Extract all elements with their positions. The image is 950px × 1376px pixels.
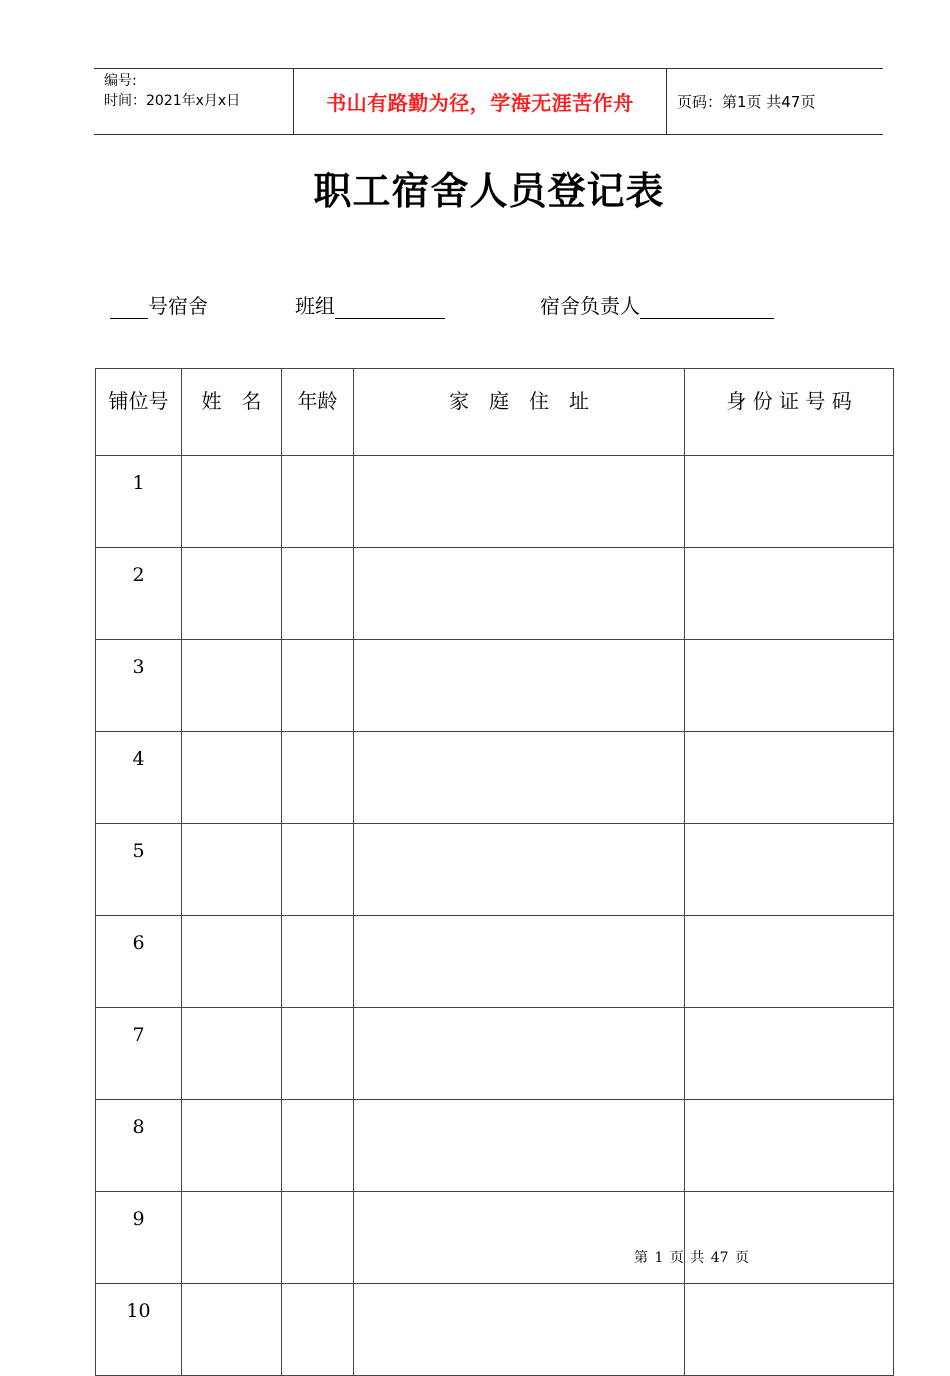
id-number-cell[interactable] <box>685 456 894 548</box>
id-number-cell[interactable] <box>685 1008 894 1100</box>
manager-blank[interactable] <box>640 294 774 319</box>
address-cell[interactable] <box>354 1100 685 1192</box>
room-label: 号宿舍 <box>148 294 208 318</box>
age-cell[interactable] <box>282 732 354 824</box>
header-page-info: 页码：第1页 共47页 <box>677 93 816 111</box>
manager-label: 宿舍负责人 <box>540 294 640 318</box>
age-cell[interactable] <box>282 1192 354 1284</box>
id-number-cell[interactable] <box>685 1284 894 1376</box>
name-cell[interactable] <box>182 916 282 1008</box>
manager-field[interactable] <box>540 290 774 319</box>
bed-number-cell: 8 <box>96 1100 182 1192</box>
table-row <box>96 640 894 732</box>
table-row <box>96 916 894 1008</box>
id-number-cell[interactable] <box>685 732 894 824</box>
bed-number-cell: 1 <box>96 456 182 548</box>
age-cell[interactable] <box>282 548 354 640</box>
name-cell[interactable] <box>182 1284 282 1376</box>
table-row <box>96 1192 894 1284</box>
name-cell[interactable] <box>182 548 282 640</box>
bed-number-cell: 9 <box>96 1192 182 1284</box>
bed-number-cell: 3 <box>96 640 182 732</box>
document-header <box>94 68 883 135</box>
age-cell[interactable] <box>282 824 354 916</box>
bed-number-cell: 7 <box>96 1008 182 1100</box>
table-row <box>96 548 894 640</box>
header-name: 姓 名 <box>182 369 282 456</box>
room-number-blank[interactable] <box>110 294 148 319</box>
serial-number-label: 编号: <box>104 73 137 89</box>
address-cell[interactable] <box>354 1008 685 1100</box>
address-cell[interactable] <box>354 456 685 548</box>
document-title: 职工宿舍人员登记表 <box>313 168 665 213</box>
address-cell[interactable] <box>354 916 685 1008</box>
header-bed-number: 铺位号 <box>96 369 182 456</box>
id-number-cell[interactable] <box>685 548 894 640</box>
registration-table <box>95 368 894 1376</box>
name-cell[interactable] <box>182 456 282 548</box>
date-label: 时间：2021年x月x日 <box>104 93 241 109</box>
id-number-cell[interactable] <box>685 1192 894 1284</box>
id-number-cell[interactable] <box>685 824 894 916</box>
page-footer: 第 1 页 共 47 页 <box>634 1250 749 1266</box>
header-id-number: 身 份 证 号 码 <box>685 369 894 456</box>
bed-number-cell: 4 <box>96 732 182 824</box>
table-row <box>96 732 894 824</box>
name-cell[interactable] <box>182 1100 282 1192</box>
header-meta <box>94 69 294 134</box>
team-field[interactable] <box>295 290 445 319</box>
table-header-row <box>96 369 894 456</box>
table-row <box>96 1284 894 1376</box>
name-cell[interactable] <box>182 824 282 916</box>
age-cell[interactable] <box>282 1100 354 1192</box>
address-cell[interactable] <box>354 1284 685 1376</box>
header-motto: 书山有路勤为径，学海无涯苦作舟 <box>294 69 667 134</box>
address-cell[interactable] <box>354 1192 685 1284</box>
address-cell[interactable] <box>354 640 685 732</box>
age-cell[interactable] <box>282 456 354 548</box>
bed-number-cell: 10 <box>96 1284 182 1376</box>
name-cell[interactable] <box>182 1192 282 1284</box>
table-row <box>96 1008 894 1100</box>
age-cell[interactable] <box>282 1284 354 1376</box>
header-age: 年龄 <box>282 369 354 456</box>
age-cell[interactable] <box>282 1008 354 1100</box>
table-row <box>96 1100 894 1192</box>
room-field[interactable] <box>110 290 208 319</box>
address-cell[interactable] <box>354 548 685 640</box>
team-label: 班组 <box>295 294 335 318</box>
age-cell[interactable] <box>282 640 354 732</box>
id-number-cell[interactable] <box>685 916 894 1008</box>
name-cell[interactable] <box>182 732 282 824</box>
id-number-cell[interactable] <box>685 1100 894 1192</box>
bed-number-cell: 6 <box>96 916 182 1008</box>
address-cell[interactable] <box>354 732 685 824</box>
bed-number-cell: 5 <box>96 824 182 916</box>
header-home-address: 家 庭 住 址 <box>354 369 685 456</box>
bed-number-cell: 2 <box>96 548 182 640</box>
name-cell[interactable] <box>182 1008 282 1100</box>
table-row <box>96 456 894 548</box>
address-cell[interactable] <box>354 824 685 916</box>
name-cell[interactable] <box>182 640 282 732</box>
id-number-cell[interactable] <box>685 640 894 732</box>
team-blank[interactable] <box>335 294 445 319</box>
form-fields <box>0 290 950 322</box>
age-cell[interactable] <box>282 916 354 1008</box>
table-row <box>96 824 894 916</box>
